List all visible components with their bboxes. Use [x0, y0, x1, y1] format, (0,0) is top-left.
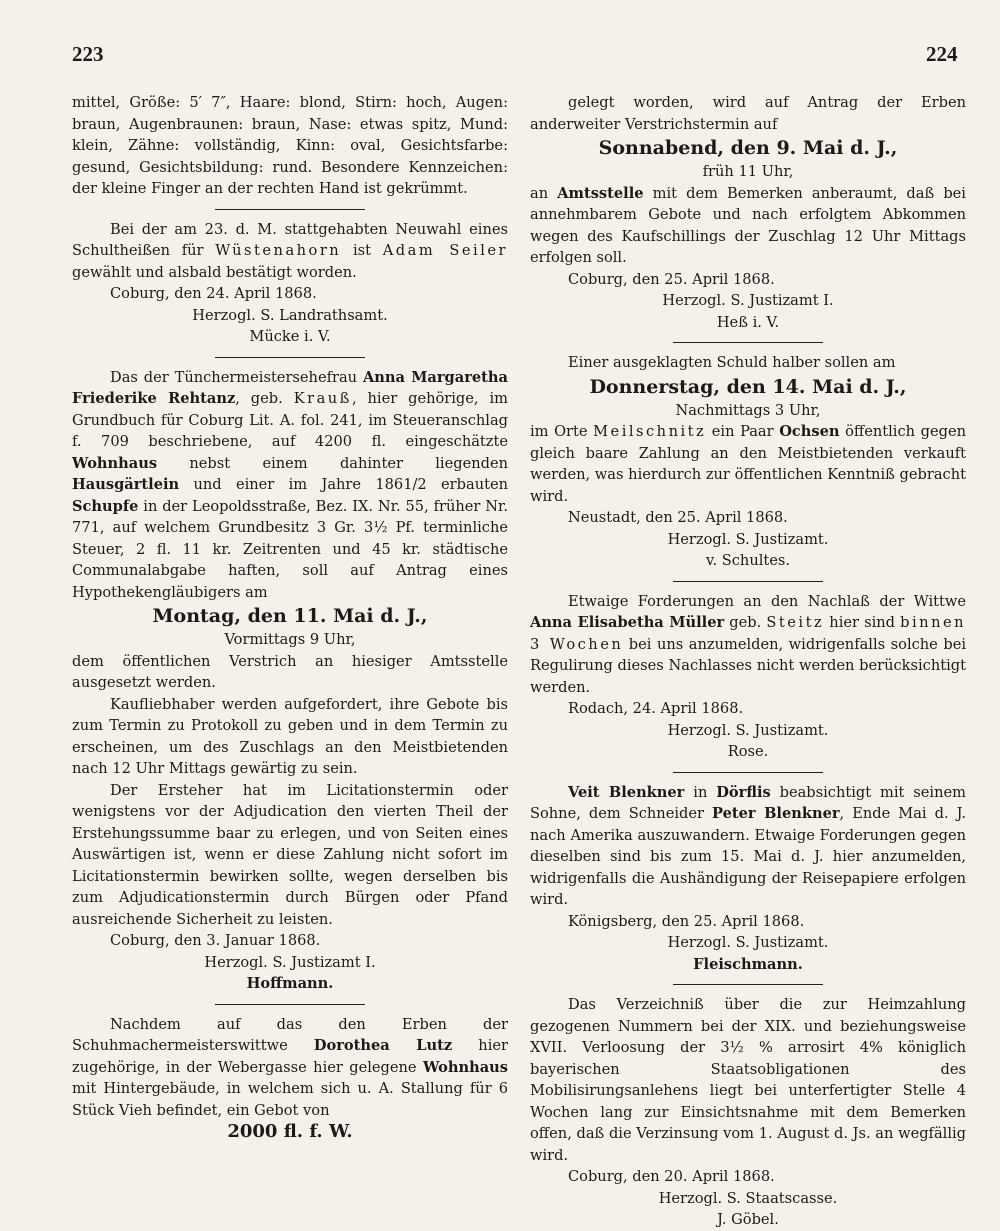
auction-paragraph-3: Der Ersteher hat im Licitationstermin oder wenigstens vor der Adjudication den vierten Theil der Erstehungssumme baar zu erlegen, und von Seiten eines Auswärtigen ist, wenn er diese Zahlung nicht sofort im Licitationstermin bewirken sollte, wegen derselben bis zum Adjudicationstermin durch Bürgen oder Pfand ausreichende Sicherheit zu leisten.	[72, 781, 508, 928]
owner-name: Anna Margaretha Friederike Rehtanz	[72, 368, 508, 407]
page-number-left: 223	[72, 42, 104, 66]
notice-office: Herzogl. S. Landrathsamt.	[192, 306, 388, 324]
notice-date: Königsberg, den 25. April 1868.	[568, 912, 805, 930]
left-column	[72, 92, 508, 1143]
auction-date: Donnerstag, den 14. Mai d. J.,	[589, 375, 907, 398]
separator-rule	[673, 772, 823, 773]
notice-date: Neustadt, den 25. April 1868.	[568, 509, 788, 526]
separator-rule	[215, 357, 365, 358]
separator-rule	[673, 581, 823, 582]
estate-notice: Etwaige Forderungen an den Nachlaß der Wittwe Anna Elisabetha Müller geb. Steitz hier sind binnen 3 Wochen bei uns anzumelden, widrigenfalls solche bei Regulirung dieses Nachlasses nicht werden berücksichtigt werden.	[530, 592, 967, 696]
notice-signer: Rose.	[727, 743, 769, 760]
notice-date: Coburg, den 24. April 1868.	[110, 285, 317, 302]
person-name: Adam Seiler	[382, 242, 508, 259]
description-text: mittel, Größe: 5′ 7″, Haare: blond, Stirn: hoch, Augen: braun, Augenbraunen: braun, Nase: etwas spitz, Mund: klein, Zähne: vollständig, Kinn: oval, Gesichtsfarbe: gesund, Gesichtsbildung: rund. Besondere Kennzeichen: der kleine Finger an der rechten Hand ist gekrümmt.	[72, 94, 508, 197]
emigration-notice: Veit Blenkner in Dörflis beabsichtigt mit seinem Sohne, dem Schneider Peter Blenkner, Ende Mai d. J. nach Amerika auszuwandern. Etwaige Forderungen gegen dieselben sind bis zum 15. Mai d. J. hier anzumelden, widrigenfalls die Aushändigung der Reisepapiere erfolgen wird.	[530, 783, 966, 908]
continuation-text: gelegt worden, wird auf Antrag der Erben anderweiter Verstrichstermin auf	[530, 94, 966, 133]
auction-text: im Orte Meilschnitz ein Paar Ochsen öffentlich gegen gleich baare Zahlung an den Meistbietenden verkauft werden, was hierdurch zur öffentlichen Kenntniß gebracht wird.	[530, 423, 966, 505]
person-name: Veit Blenkner	[568, 783, 685, 801]
notice-office: Herzogl. S. Justizamt.	[667, 530, 829, 548]
notice-date: Coburg, den 20. April 1868.	[568, 1168, 775, 1185]
auction-notice: Das der Tünchermeistersehefrau Anna Margaretha Friederike Rehtanz, geb. Krauß, hier gehörige, im Grundbuch für Coburg Lit. A. fol. 241, im Steueranschlag f. 709 beschriebene, auf 4200 fl. eingeschätzte Wohnhaus nebst einem dahinter liegenden Hausgärtlein und einer im Jahre 1861/2 erbauten Schupfe in der Leopoldsstraße, Bez. IX. Nr. 55, früher Nr. 771, auf welchem Grundbesitz 3 Gr. 3½ Pf. terminliche Steuer, 2 fl. 11 kr. Zeitrenten und 45 kr. städtische Communalabgabe haften, soll auf Antrag eines Hypothekengläubigers am	[72, 368, 508, 601]
person-name: Anna Elisabetha Müller	[530, 614, 725, 631]
notice-office: Herzogl. S. Justizamt I.	[204, 953, 376, 971]
notice-signer: Fleischmann.	[693, 955, 803, 973]
auction-time: Nachmittags 3 Uhr,	[675, 401, 821, 419]
auction-paragraph-2: Kaufliebhaber werden aufgefordert, ihre Gebote bis zum Termin zu Protokoll zu geben und in dem Termin zu erscheinen, um des Zuschlags an den Meistbietenden nach 12 Uhr Mittags gewärtig zu sein.	[72, 695, 508, 777]
page-number-right: 224	[926, 42, 958, 66]
auction-text: an Amtsstelle mit dem Bemerken anberaumt, daß bei annehmbarem Gebote und nach erfolgtem Abkommen wegen des Kaufschillings der Zuschlag 12 Uhr Mittags erfolgen soll.	[530, 184, 966, 266]
auction-date: Montag, den 11. Mai d. J.,	[152, 605, 428, 627]
separator-rule	[215, 1004, 365, 1005]
notice-date: Coburg, den 25. April 1868.	[568, 270, 775, 288]
auction-time: früh 11 Uhr,	[702, 163, 794, 180]
notice-date: Rodach, 24. April 1868.	[568, 700, 744, 717]
person-name: Dorothea Lutz	[313, 1037, 453, 1054]
election-notice: Bei der am 23. d. M. stattgehabten Neuwahl eines Schultheißen für Wüstenahorn ist Adam Seiler gewählt und alsbald bestätigt worden.	[72, 220, 508, 281]
notice-signer: J. Göbel.	[717, 1211, 779, 1228]
notice-date: Coburg, den 3. Januar 1868.	[110, 932, 321, 949]
debt-notice: Einer ausgeklagten Schuld halber sollen am	[568, 354, 896, 371]
right-column	[530, 92, 966, 1231]
inheritance-notice: Nachdem auf das den Erben der Schuhmachermeisterswittwe Dorothea Lutz hier zugehörige, in der Webergasse hier gelegene Wohnhaus mit Hintergebäude, in welchem sich u. A. Stallung für 6 Stück Vieh befindet, ein Gebot von	[72, 1015, 508, 1119]
bond-notice: Das Verzeichniß über die zur Heimzahlung gezogenen Nummern bei der XIX. und beziehungsweise XVII. Verloosung der 3½ % arrosirt 4% königlich bayerischen Staatsobligationen des Mobilisirungsanlehens liegt bei unterfertigter Stelle 4 Wochen lang zur Einsichtsnahme mit dem Bemerken offen, daß die Verzinsung vom 1. August d. Js. an wegfällig wird.	[530, 996, 966, 1164]
bid-amount: 2000 fl. f. W.	[227, 1121, 353, 1142]
notice-signer: Mücke i. V.	[249, 328, 331, 345]
separator-rule	[673, 342, 823, 343]
auction-date: Sonnabend, den 9. Mai d. J.,	[598, 137, 898, 159]
separator-rule	[673, 984, 823, 985]
notice-signer: v. Schultes.	[705, 552, 791, 569]
separator-rule	[215, 209, 365, 210]
notice-office: Herzogl. S. Justizamt I.	[662, 292, 834, 309]
notice-signer: Hoffmann.	[246, 975, 334, 992]
auction-text: dem öffentlichen Verstrich an hiesiger Amtsstelle ausgesetzt werden.	[72, 652, 508, 691]
notice-office: Herzogl. S. Justizamt.	[667, 934, 829, 951]
auction-time: Vormittags 9 Uhr,	[224, 631, 356, 648]
place-name: Wüstenahorn	[215, 242, 342, 259]
notice-office: Herzogl. S. Staatscasse.	[658, 1189, 838, 1207]
notice-signer: Heß i. V.	[716, 313, 780, 331]
notice-office: Herzogl. S. Justizamt.	[667, 721, 829, 739]
